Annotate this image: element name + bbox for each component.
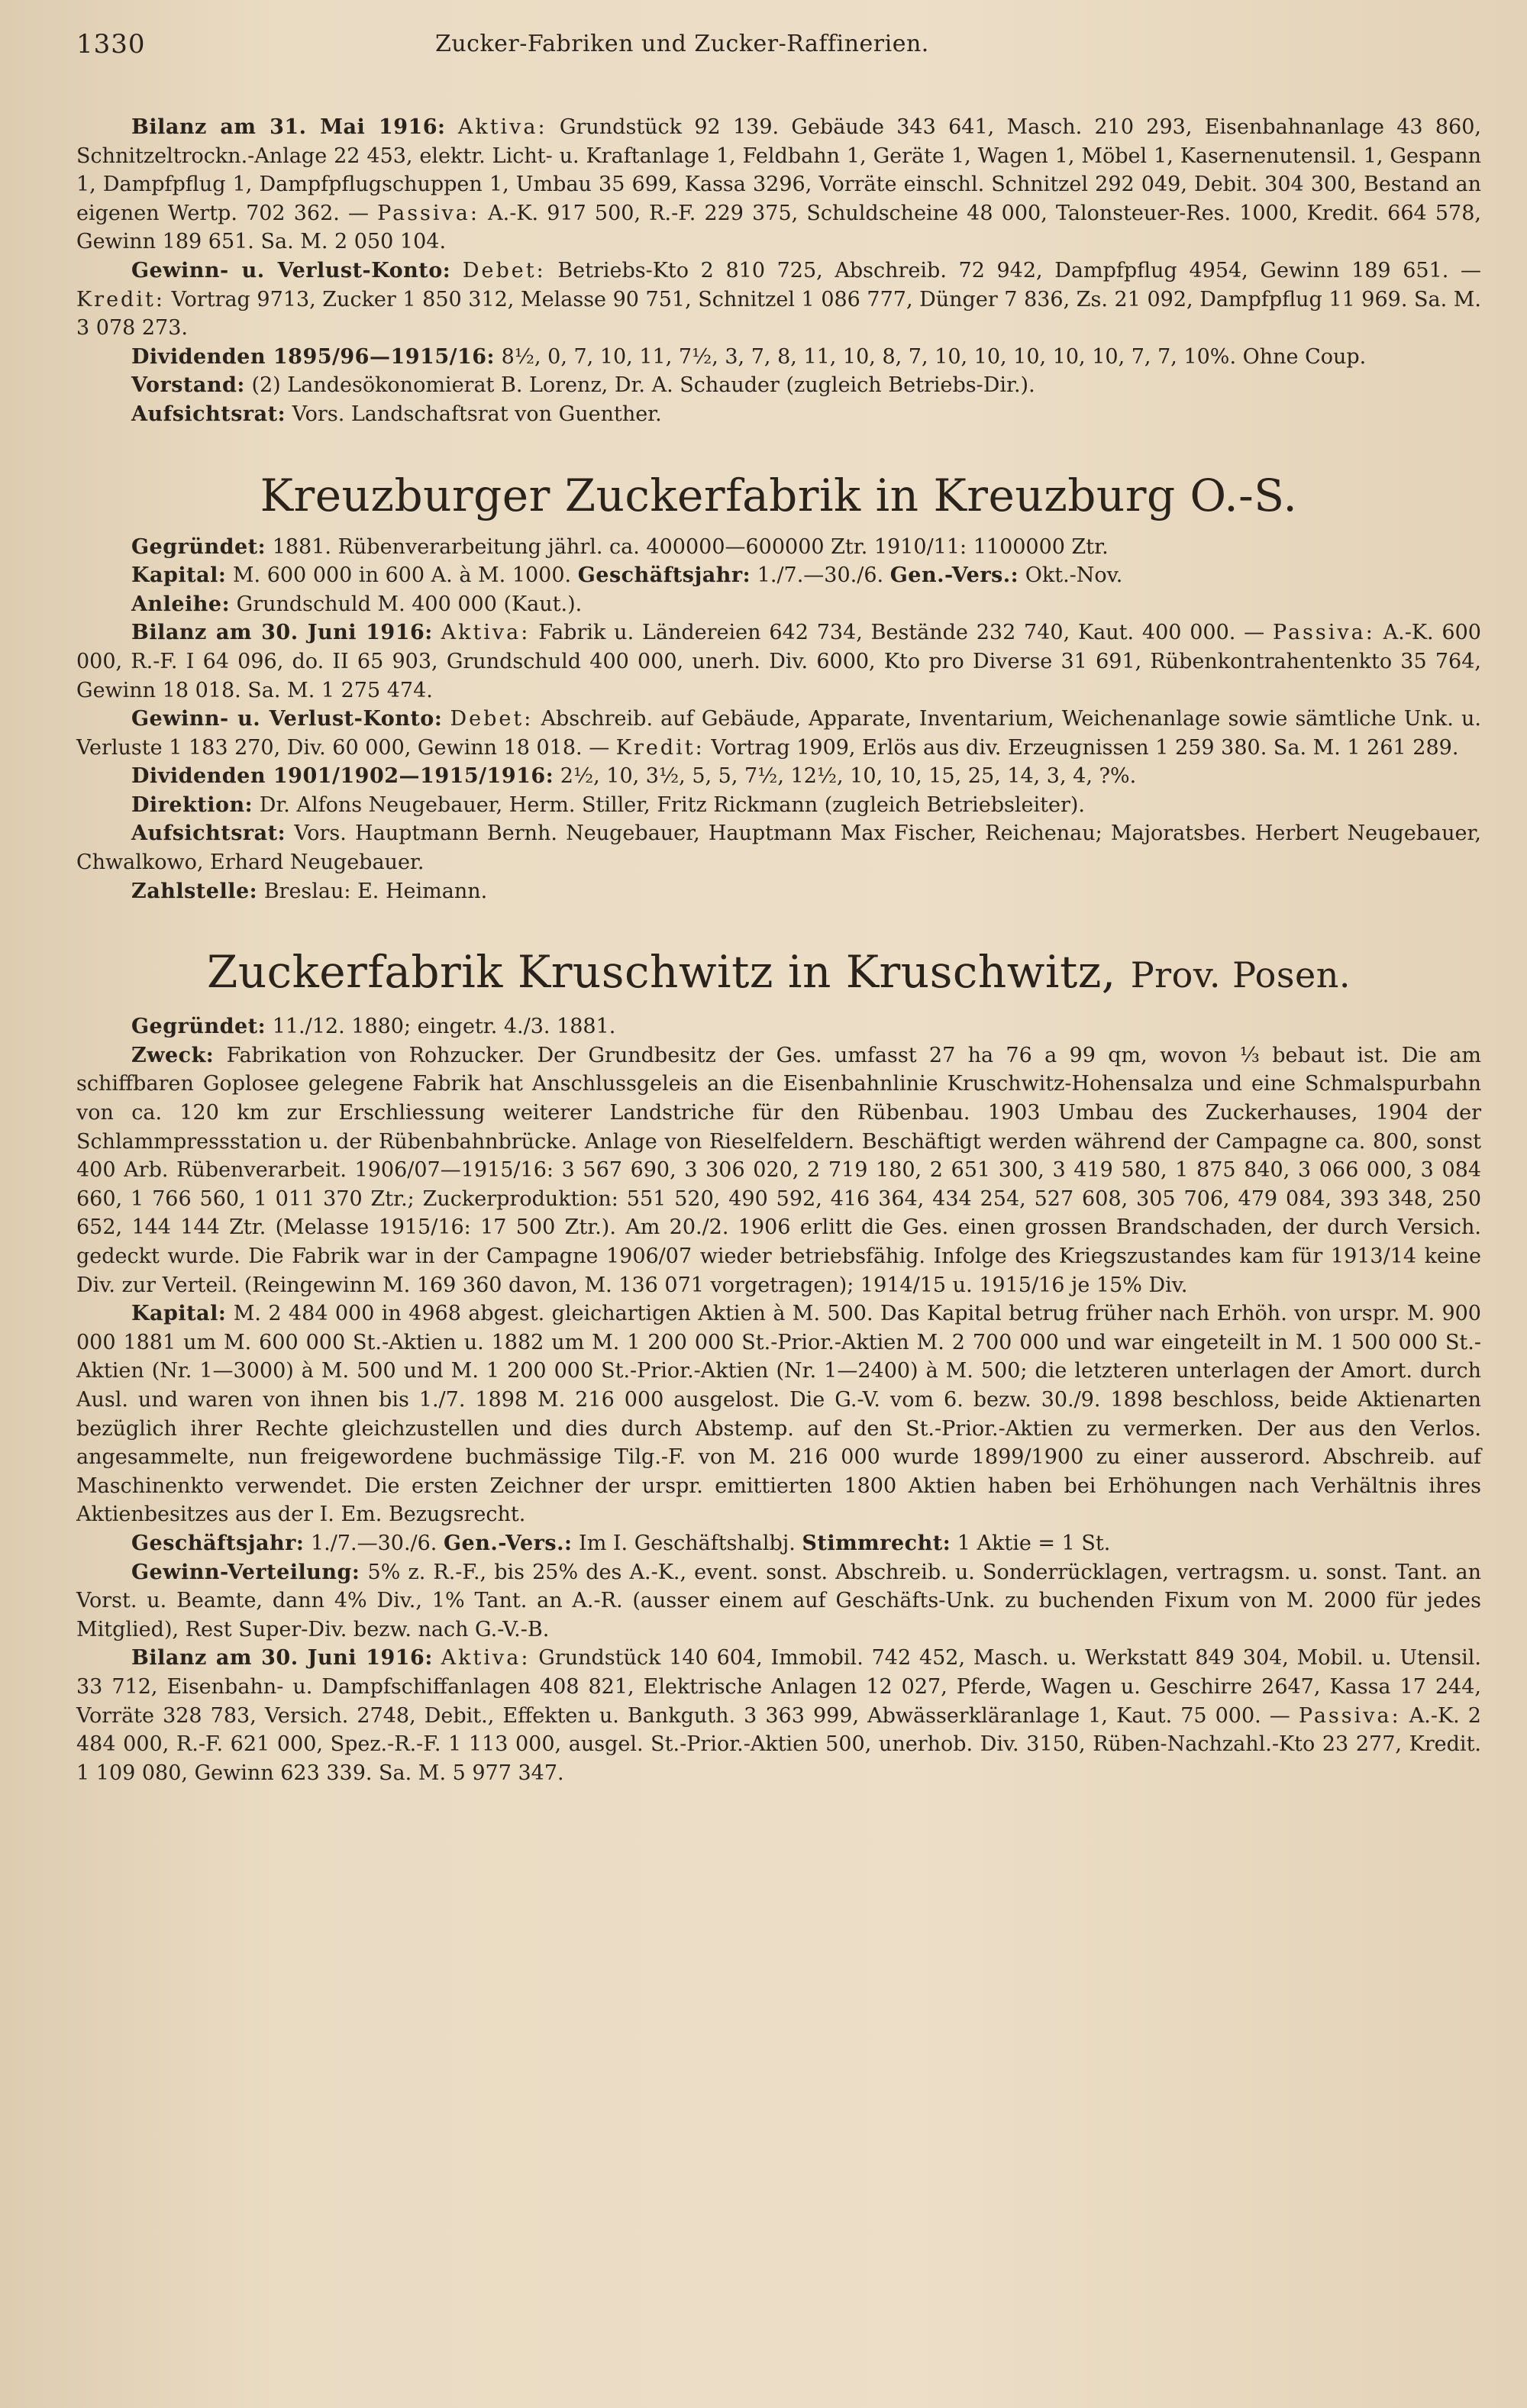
stimmrecht-text: 1 Aktie = 1 St. [957,1531,1111,1555]
bilanz-paragraph [76,1644,1481,1787]
zahlstelle-text: Breslau: E. Heimann. [263,879,488,903]
aufsichtsrat-label: Aufsichtsrat: [131,402,286,426]
section-previous-company [76,113,1481,429]
debet-label: Debet: [450,707,534,731]
vorstand-label: Vorstand: [131,373,245,398]
guv-label: Gewinn- u. Verlust-Konto: [131,707,443,731]
direktion-paragraph [76,791,1481,820]
dividenden-label: Dividenden 1901/1902—1915/1916: [131,764,554,789]
anleihe-text: Grundschuld M. 400 000 (Kaut.). [236,592,583,616]
aufsichtsrat-text: Vors. Hauptmann Bernh. Neugebauer, Hauptmann Max Fischer, Reichenau; Majoratsbes. Herbert Neugebauer, Chwalkowo, Erhard Neugebauer. [76,821,1481,875]
dividenden-text: 2½, 10, 3½, 5, 5, 7½, 12½, 10, 10, 15, 25, 14, 3, 4, ?%. [560,764,1137,789]
guv-paragraph [76,705,1481,762]
kapital-text: M. 600 000 in 600 A. à M. 1000. [232,563,572,588]
anleihe-paragraph [76,590,1481,619]
gewinn-verteilung-paragraph [76,1558,1481,1645]
gegruendet-paragraph [76,1012,1481,1041]
gegruendet-label: Gegründet: [131,1015,266,1039]
guv-paragraph [76,257,1481,343]
passiva-label: Passiva: [1272,621,1375,645]
kapital-paragraph [76,561,1481,590]
gen-vers-text: Okt.-Nov. [1025,563,1123,588]
direktion-label: Direktion: [131,792,253,817]
gen-vers-text: Im I. Geschäftshalbj. [579,1531,796,1555]
bilanz-label: Bilanz am 31. Mai 1916: [131,115,446,139]
passiva-text: A.-K. 2 484 000, R.-F. 621 000, Spez.-R.-F. 1 113 000, ausgel. St.-Prior.-Aktien 500, unerhob. Div. 3150, Rüben-Nachzahl.-Kto 23 277, Kredit. 1 109 080, Gewinn 623 339. Sa. M. 5 977 347. [76,1703,1481,1785]
aktiva-text: Fabrik u. Ländereien 642 734, Bestände 232 740, Kaut. 400 000. — [538,621,1265,645]
vorstand-text: (2) Landesökonomierat B. Lorenz, Dr. A. Schauder (zugleich Betriebs-Dir.). [251,373,1035,398]
kredit-text: Vortrag 9713, Zucker 1 850 312, Melasse 90 751, Schnitzel 1 086 777, Dünger 7 836, Zs. 21 092, Dampfpflug 11 969. Sa. M. 3 078 273. [76,287,1481,341]
kapital-text: M. 2 484 000 in 4968 abgest. gleichartigen Aktien à M. 500. Das Kapital betrug früher nach Erhöh. von urspr. M. 900 000 1881 um M. 600 000 St.-Aktien u. 1882 um M. 1 200 000 St.-Prior.-Aktien M. 2 700 000 und war eingeteilt in M. 1 500 000 St.-Aktien (Nr. 1—3000) à M. 500 und M. 1 200 000 St.-Prior.-Aktien (Nr. 1—2400) à M. 500; die letzteren unterlagen der Amort. durch Ausl. und waren von ihnen bis 1./7. 1898 M. 216 000 ausgelost. Die G.-V. vom 6. bezw. 30./9. 1898 beschloss, beide Aktienarten bezüglich ihrer Rechte gleichzustellen und dies durch Abstemp. auf den St.-Prior.-Aktien zu vermerken. Der aus den Verlos. angesammelte, nun freigewordene buchmässige Tilg.-F. von M. 216 000 wurde 1899/1900 zu einer ausserord. Abschreib. auf Maschinenkto verwendet. Die ersten Zeichner der urspr. emittierten 1800 Aktien haben bei Erhöhungen nach Verhältnis ihres Aktienbesitzes aus der I. Em. Bezugsrecht. [76,1302,1481,1527]
page-number: 1330 [76,29,146,60]
zweck-label: Zweck: [131,1043,215,1067]
kapital-label: Kapital: [131,563,227,588]
geschaeftsjahr-label: Geschäftsjahr: [131,1531,305,1555]
direktion-text: Dr. Alfons Neugebauer, Herm. Stiller, Fritz Rickmann (zugleich Betriebsleiter). [259,792,1085,817]
dividenden-text: 8½, 0, 7, 10, 11, 7½, 3, 7, 8, 11, 10, 8, 7, 10, 10, 10, 10, 10, 7, 7, 10%. Ohne Coup. [501,344,1367,369]
section-kreuzburger [76,469,1481,906]
bilanz-paragraph [76,618,1481,705]
gegruendet-label: Gegründet: [131,534,266,559]
aufsichtsrat-text: Vors. Landschaftsrat von Guenther. [292,402,662,426]
bilanz-label: Bilanz am 30. Juni 1916: [131,621,433,645]
running-title: Zucker-Fabriken und Zucker-Raffinerien. [435,31,929,57]
dividenden-paragraph [76,343,1481,372]
page-header [76,21,1481,67]
gewinn-verteilung-label: Gewinn-Verteilung: [131,1560,360,1584]
kredit-text: Vortrag 1909, Erlös aus div. Erzeugnissen 1 259 380. Sa. M. 1 261 289. [711,735,1459,760]
company-title-kruschwitz [76,945,1481,1002]
passiva-label: Passiva: [1298,1703,1401,1728]
passiva-label: Passiva: [377,201,479,225]
kredit-label: Kredit: [615,735,705,760]
aktiva-text: Grundstück 92 139. Gebäude 343 641, Masch. 210 293, Eisenbahnanlage 43 860, Schnitzeltrockn.-Anlage 22 453, elektr. Licht- u. Kraftanlage 1, Feldbahn 1, Geräte 1, Wagen 1, Möbel 1, Kasernenutensil. 1, Gespann 1, Dampfpflug 1, Dampfpflugschuppen 1, Umbau 35 699, Kassa 3296, Vorräte einschl. Schnitzel 292 049, Debit. 304 300, Bestand an eigenen Wertp. 702 362. — [76,115,1481,225]
aufsichtsrat-label: Aufsichtsrat: [131,821,286,846]
bilanz-paragraph [76,113,1481,257]
aktiva-label: Aktiva: [457,115,547,139]
zahlstelle-paragraph [76,877,1481,906]
gen-vers-label: Gen.-Vers.: [443,1531,573,1555]
bilanz-label: Bilanz am 30. Juni 1916: [131,1646,433,1670]
company-title-main: Zuckerfabrik Kruschwitz in Kruschwitz, [207,946,1116,999]
zweck-text: Fabrikation von Rohzucker. Der Grundbesitz der Ges. umfasst 27 ha 76 a 99 qm, wovon ⅓ bebaut ist. Die am schiffbaren Goplosee gelegene Fabrik hat Anschlussgeleis an die Eisenbahnlinie Kruschwitz-Hohensalza und eine Schmalspurbahn von ca. 120 km zur Erschliessung weiterer Landstriche für den Rübenbau. 1903 Umbau des Zuckerhauses, 1904 der Schlammpressstation u. der Rübenbahnbrücke. Anlage von Rieselfeldern. Beschäftigt werden während der Campagne ca. 800, sonst 400 Arb. Rübenverarbeit. 1906/07—1915/16: 3 567 690, 3 306 020, 2 719 180, 2 651 300, 3 419 580, 1 875 840, 3 066 000, 3 084 660, 1 766 560, 1 011 370 Ztr.; Zuckerproduktion: 551 520, 490 592, 416 364, 434 254, 527 608, 305 706, 479 084, 393 348, 250 652, 144 144 Ztr. (Melasse 1915/16: 17 500 Ztr.). Am 20./2. 1906 erlitt die Ges. einen grossen Brandschaden, der durch Versich. gedeckt wurde. Die Fabrik war in der Campagne 1906/07 wieder betriebsfähig. Infolge des Kriegszustandes kam für 1913/14 keine Div. zur Verteil. (Reingewinn M. 169 360 davon, M. 136 071 vorgetragen); 1914/15 u. 1915/16 je 15% Div. [76,1043,1481,1297]
guv-label: Gewinn- u. Verlust-Konto: [131,258,451,282]
dividenden-label: Dividenden 1895/96—1915/16: [131,344,496,369]
gegruendet-text: 11./12. 1880; eingetr. 4./3. 1881. [272,1015,616,1039]
aktiva-label: Aktiva: [441,621,531,645]
aufsichtsrat-paragraph [76,400,1481,429]
dividenden-paragraph [76,762,1481,791]
passiva-text: A.-K. 600 000, R.-F. I 64 096, do. II 65 903, Grundschuld 400 000, unerh. Div. 6000, Kto pro Diverse 31 691, Rübenkontrahentenkto 35 764, Gewinn 18 018. Sa. M. 1 275 474. [76,621,1481,702]
passiva-text: A.-K. 917 500, R.-F. 229 375, Schuldscheine 48 000, Talonsteuer-Res. 1000, Kredit. 664 578, Gewinn 189 651. Sa. M. 2 050 104. [76,201,1481,254]
geschaeftsjahr-label: Geschäftsjahr: [577,563,751,588]
gegruendet-paragraph [76,533,1481,562]
company-title-sub: Prov. Posen. [1130,954,1351,996]
gewinn-verteilung-text: 5% z. R.-F., bis 25% des A.-K., event. sonst. Abschreib. u. Sonderrücklagen, vertragsm. u. sonst. Tant. an Vorst. u. Beamte, dann 4% Div., 1% Tant. an A.-R. (ausser einem auf Geschäfts-Unk. zu buchenden Fixum von M. 2000 für jedes Mitglied), Rest Super-Div. bezw. nach G.-V.-B. [76,1560,1481,1641]
company-title-kreuzburg: Kreuzburger Zuckerfabrik in Kreuzburg O.-S. [260,469,1298,521]
vorstand-paragraph [76,371,1481,400]
geschaeftsjahr-paragraph [76,1529,1481,1558]
stimmrecht-label: Stimmrecht: [802,1531,951,1555]
aufsichtsrat-paragraph [76,819,1481,876]
gegruendet-text: 1881. Rübenverarbeitung jährl. ca. 400000—600000 Ztr. 1910/11: 1100000 Ztr. [272,534,1109,559]
aktiva-label: Aktiva: [441,1646,531,1670]
geschaeftsjahr-text: 1./7.—30./6. [310,1531,437,1555]
aktiva-text: Grundstück 140 604, Immobil. 742 452, Masch. u. Werkstatt 849 304, Mobil. u. Utensil. 33 712, Eisenbahn- u. Dampfschiffanlagen 408 821, Elektrische Anlagen 12 027, Pferde, Wagen u. Geschirre 2647, Kassa 17 244, Vorräte 328 783, Versich. 2748, Debit., Effekten u. Bankguth. 3 363 999, Abwässerkläranlage 1, Kaut. 75 000. — [76,1646,1481,1728]
debet-text: Betriebs-Kto 2 810 725, Abschreib. 72 942, Dampfpflug 4954, Gewinn 189 651. — [557,258,1481,282]
kapital-label: Kapital: [131,1302,227,1326]
zahlstelle-label: Zahlstelle: [131,879,258,903]
geschaeftsjahr-text: 1./7.—30./6. [757,563,884,588]
kapital-paragraph [76,1299,1481,1529]
kredit-label: Kredit: [76,287,165,311]
debet-text: Abschreib. auf Gebäude, Apparate, Inventarium, Weichenanlage sowie sämtliche Unk. u. Verluste 1 183 270, Div. 60 000, Gewinn 18 018. — [76,707,1481,760]
gen-vers-label: Gen.-Vers.: [889,563,1019,588]
section-kruschwitz [76,945,1481,1787]
anleihe-label: Anleihe: [131,592,231,616]
debet-label: Debet: [462,258,546,282]
zweck-paragraph [76,1041,1481,1299]
